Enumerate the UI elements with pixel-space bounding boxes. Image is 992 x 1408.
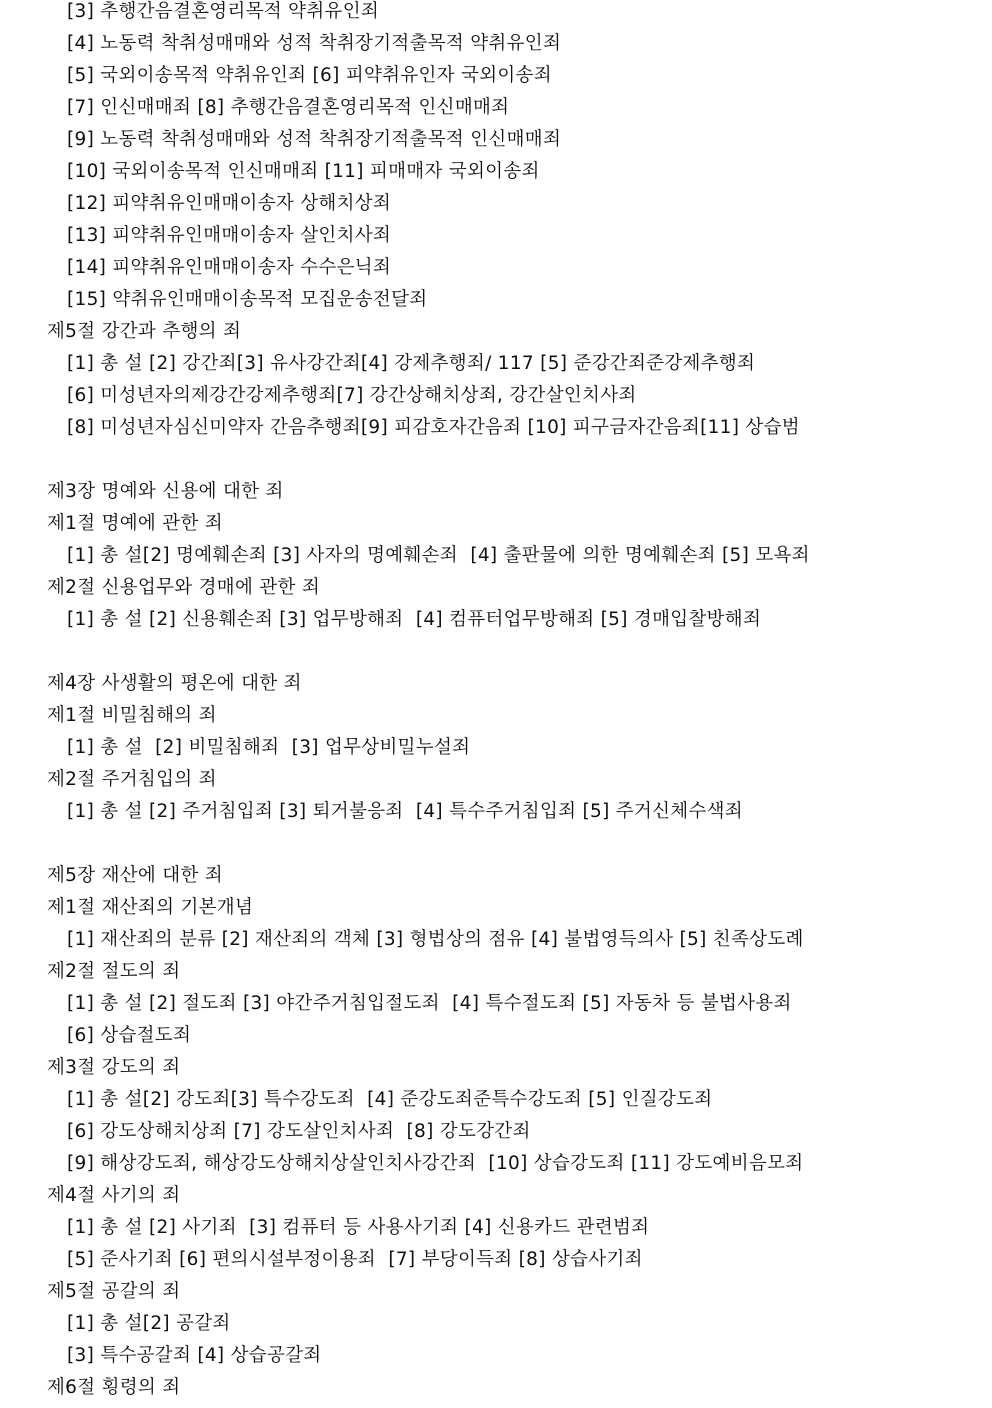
toc-subitem-line: [6] 미성년자의제강간강제추행죄[7] 강간상해치상죄, 강간살인치사죄	[67, 385, 637, 406]
toc-heading-line: 제3장 명예와 신용에 대한 죄	[47, 481, 284, 502]
toc-heading-line: 제3절 강도의 죄	[47, 1057, 181, 1078]
blank-line	[47, 448, 977, 480]
toc-heading-line: 제2절 신용업무와 경매에 관한 죄	[47, 577, 321, 598]
toc-subitem-line: [6] 상습절도죄	[67, 1025, 192, 1046]
toc-subitem-line: [3] 추행간음결혼영리목적 약취유인죄	[67, 1, 380, 22]
toc-subitem-line: [1] 총 설 [2] 신용훼손죄 [3] 업무방해죄 [4] 컴퓨터업무방해죄 [5] 경매입찰방해죄	[67, 609, 762, 630]
toc-subitem-line: [15] 약취유인매매이송목적 모집운송전달죄	[67, 289, 428, 310]
toc-heading-line: 제4장 사생활의 평온에 대한 죄	[47, 673, 302, 694]
toc-subitem-line: [1] 총 설[2] 명예훼손죄 [3] 사자의 명예훼손죄 [4] 출판물에 의한 명예훼손죄 [5] 모욕죄	[67, 545, 810, 566]
toc-heading-line: 제5절 공갈의 죄	[47, 1281, 181, 1302]
toc-heading-line: 제2절 절도의 죄	[47, 961, 181, 982]
toc-subitem-line: [1] 총 설[2] 공갈죄	[67, 1313, 231, 1334]
toc-heading-line: 제6절 횡령의 죄	[47, 1377, 181, 1398]
toc-subitem-line: [5] 준사기죄 [6] 편의시설부정이용죄 [7] 부당이득죄 [8] 상습사기죄	[67, 1249, 643, 1270]
toc-subitem-line: [1] 총 설 [2] 주거침입죄 [3] 퇴거불응죄 [4] 특수주거침입죄 [5] 주거신체수색죄	[67, 801, 743, 822]
toc-subitem-line: [10] 국외이송목적 인신매매죄 [11] 피매매자 국외이송죄	[67, 161, 540, 182]
toc-subitem-line: [9] 해상강도죄, 해상강도상해치상살인치사강간죄 [10] 상습강도죄 [11] 강도예비음모죄	[67, 1153, 804, 1174]
toc-heading-line: 제1절 재산죄의 기본개념	[47, 897, 254, 918]
toc-subitem-line: [3] 특수공갈죄 [4] 상습공갈죄	[67, 1345, 322, 1366]
toc-subitem-line: [1] 총 설 [2] 비밀침해죄 [3] 업무상비밀누설죄	[67, 737, 471, 758]
toc-subitem-line: [1] 총 설 [2] 사기죄 [3] 컴퓨터 등 사용사기죄 [4] 신용카드 관련범죄	[67, 1217, 650, 1238]
toc-subitem-line: [14] 피약취유인매매이송자 수수은닉죄	[67, 257, 392, 278]
toc-subitem-line: [6] 강도상해치상죄 [7] 강도살인치사죄 [8] 강도강간죄	[67, 1121, 531, 1142]
toc-heading-line: 제1절 비밀침해의 죄	[47, 705, 217, 726]
toc-heading-line: 제2절 주거침입의 죄	[47, 769, 217, 790]
toc-subitem-line: [7] 인신매매죄 [8] 추행간음결혼영리목적 인신매매죄	[67, 97, 510, 118]
document-body	[47, 0, 977, 1408]
toc-subitem-line: [1] 총 설 [2] 절도죄 [3] 야간주거침입절도죄 [4] 특수절도죄 [5] 자동차 등 불법사용죄	[67, 993, 792, 1014]
toc-heading-line: 제4절 사기의 죄	[47, 1185, 181, 1206]
toc-heading-line: 제1절 명예에 관한 죄	[47, 513, 223, 534]
toc-heading-line: 제5장 재산에 대한 죄	[47, 865, 223, 886]
blank-line	[47, 832, 977, 864]
toc-subitem-line: [12] 피약취유인매매이송자 상해치상죄	[67, 193, 392, 214]
toc-subitem-line: [1] 총 설 [2] 강간죄[3] 유사강간죄[4] 강제추행죄/ 117 [5] 준강간죄준강제추행죄	[67, 353, 756, 374]
toc-subitem-line: [9] 노동력 착취성매매와 성적 착취장기적출목적 인신매매죄	[67, 129, 562, 150]
toc-subitem-line: [5] 국외이송목적 약취유인죄 [6] 피약취유인자 국외이송죄	[67, 65, 552, 86]
toc-subitem-line: [4] 노동력 착취성매매와 성적 착취장기적출목적 약취유인죄	[67, 33, 562, 54]
blank-line	[47, 640, 977, 672]
toc-heading-line: 제5절 강간과 추행의 죄	[47, 321, 242, 342]
toc-subitem-line: [1] 총 설[2] 강도죄[3] 특수강도죄 [4] 준강도죄준특수강도죄 [5] 인질강도죄	[67, 1089, 713, 1110]
toc-subitem-line: [8] 미성년자심신미약자 간음추행죄[9] 피감호자간음죄 [10] 피구금자간음죄[11] 상습범	[67, 417, 800, 438]
toc-subitem-line: [13] 피약취유인매매이송자 살인치사죄	[67, 225, 392, 246]
toc-subitem-line: [1] 재산죄의 분류 [2] 재산죄의 객체 [3] 형법상의 점유 [4] 불법영득의사 [5] 친족상도례	[67, 929, 804, 950]
